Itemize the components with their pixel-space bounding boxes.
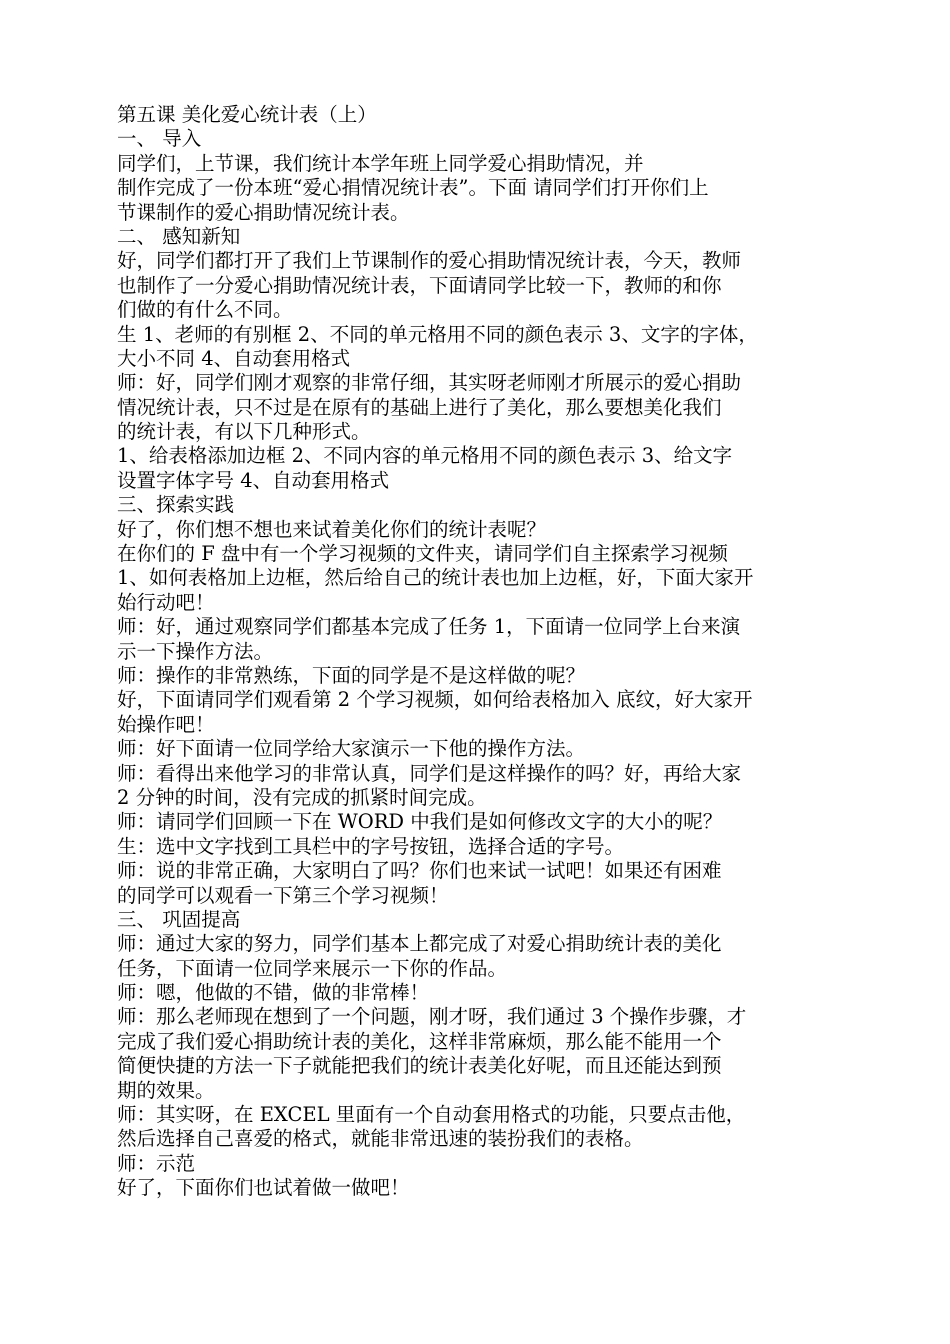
text-line: 节课制作的爱心捐助情况统计表。 <box>117 200 410 224</box>
text-line: 好了，下面你们也试着做一做吧！ <box>117 1176 410 1200</box>
text-line: 好，同学们都打开了我们上节课制作的爱心捐助情况统计表，今天，教师 <box>117 249 742 273</box>
text-line: 师：好，通过观察同学们都基本完成了任务 1，下面请一位同学上台来演 <box>117 615 741 639</box>
document-body <box>117 103 817 1201</box>
text-line: 三、 巩固提高 <box>117 907 241 931</box>
text-line: 师：说的非常正确，大家明白了吗？你们也来试一试吧！如果还有困难 <box>117 859 722 883</box>
text-line: 师：那么老师现在想到了一个问题，刚才呀，我们通过 3 个操作步骤，才 <box>117 1005 747 1029</box>
text-line: 设置字体字号 4、自动套用格式 <box>117 468 390 492</box>
text-line: 示一下操作方法。 <box>117 639 274 663</box>
text-line: 师：好下面请一位同学给大家演示一下他的操作方法。 <box>117 737 586 761</box>
text-line: 始行动吧！ <box>117 590 215 614</box>
text-line: 任务，下面请一位同学来展示一下你的作品。 <box>117 956 508 980</box>
text-line: 情况统计表，只不过是在原有的基础上进行了美化，那么要想美化我们 <box>117 395 722 419</box>
text-line: 第五课 美化爱心统计表（上） <box>117 103 377 126</box>
text-line: 也制作了一分爱心捐助情况统计表，下面请同学比较一下，教师的和你 <box>117 273 722 297</box>
text-line: 一、 导入 <box>117 127 202 151</box>
text-line: 好了，你们想不想也来试着美化你们的统计表呢？ <box>117 517 547 541</box>
text-line: 2 分钟的时间，没有完成的抓紧时间完成。 <box>117 785 487 809</box>
text-line: 同学们，上节课，我们统计本学年班上同学爱心捐助情况，并 <box>117 151 644 175</box>
text-line: 然后选择自己喜爱的格式，就能非常迅速的装扮我们的表格。 <box>117 1127 644 1151</box>
text-line: 1、如何表格加上边框，然后给自己的统计表也加上边框，好，下面大家开 <box>117 566 754 590</box>
text-line: 在你们的 F 盘中有一个学习视频的文件夹，请同学们自主探索学习视频 <box>117 542 728 566</box>
text-line: 简便快捷的方法一下子就能把我们的统计表美化好呢，而且还能达到预 <box>117 1054 722 1078</box>
text-line: 期的效果。 <box>117 1078 215 1102</box>
text-line: 师：通过大家的努力，同学们基本上都完成了对爱心捐助统计表的美化 <box>117 932 722 956</box>
text-line: 师：看得出来他学习的非常认真，同学们是这样操作的吗？好，再给大家 <box>117 761 742 785</box>
text-line: 的同学可以观看一下第三个学习视频！ <box>117 883 449 907</box>
text-line: 好，下面请同学们观看第 2 个学习视频，如何给表格加入 底纹，好大家开 <box>117 688 753 712</box>
text-line: 的统计表，有以下几种形式。 <box>117 420 371 444</box>
text-line: 1、给表格添加边框 2、不同内容的单元格用不同的颜色表示 3、给文字 <box>117 444 733 468</box>
text-line: 师：好，同学们刚才观察的非常仔细，其实呀老师刚才所展示的爱心捐助 <box>117 371 742 395</box>
text-line: 师：示范 <box>117 1151 196 1175</box>
text-line: 师：请同学们回顾一下在 WORD 中我们是如何修改文字的大小的呢？ <box>117 810 723 834</box>
text-line: 师：其实呀，在 EXCEL 里面有一个自动套用格式的功能，只要点击他， <box>117 1103 746 1127</box>
text-line: 生：选中文字找到工具栏中的字号按钮，选择合适的字号。 <box>117 834 625 858</box>
text-line: 大小不同 4、自动套用格式 <box>117 346 351 370</box>
text-line: 始操作吧！ <box>117 712 215 736</box>
text-line: 生 1、老师的有别框 2、不同的单元格用不同的颜色表示 3、文字的字体， <box>117 322 758 346</box>
text-line: 完成了我们爱心捐助统计表的美化，这样非常麻烦，那么能不能用一个 <box>117 1029 722 1053</box>
text-line: 师：嗯，他做的不错，做的非常棒！ <box>117 981 430 1005</box>
text-line: 们做的有什么不同。 <box>117 298 293 322</box>
text-line: 师：操作的非常熟练，下面的同学是不是这样做的呢？ <box>117 663 586 687</box>
text-line: 制作完成了一份本班“爱心捐情况统计表”。下面 请同学们打开你们上 <box>117 176 709 200</box>
text-line: 二、 感知新知 <box>117 224 241 248</box>
text-line: 三、探索实践 <box>117 493 235 517</box>
